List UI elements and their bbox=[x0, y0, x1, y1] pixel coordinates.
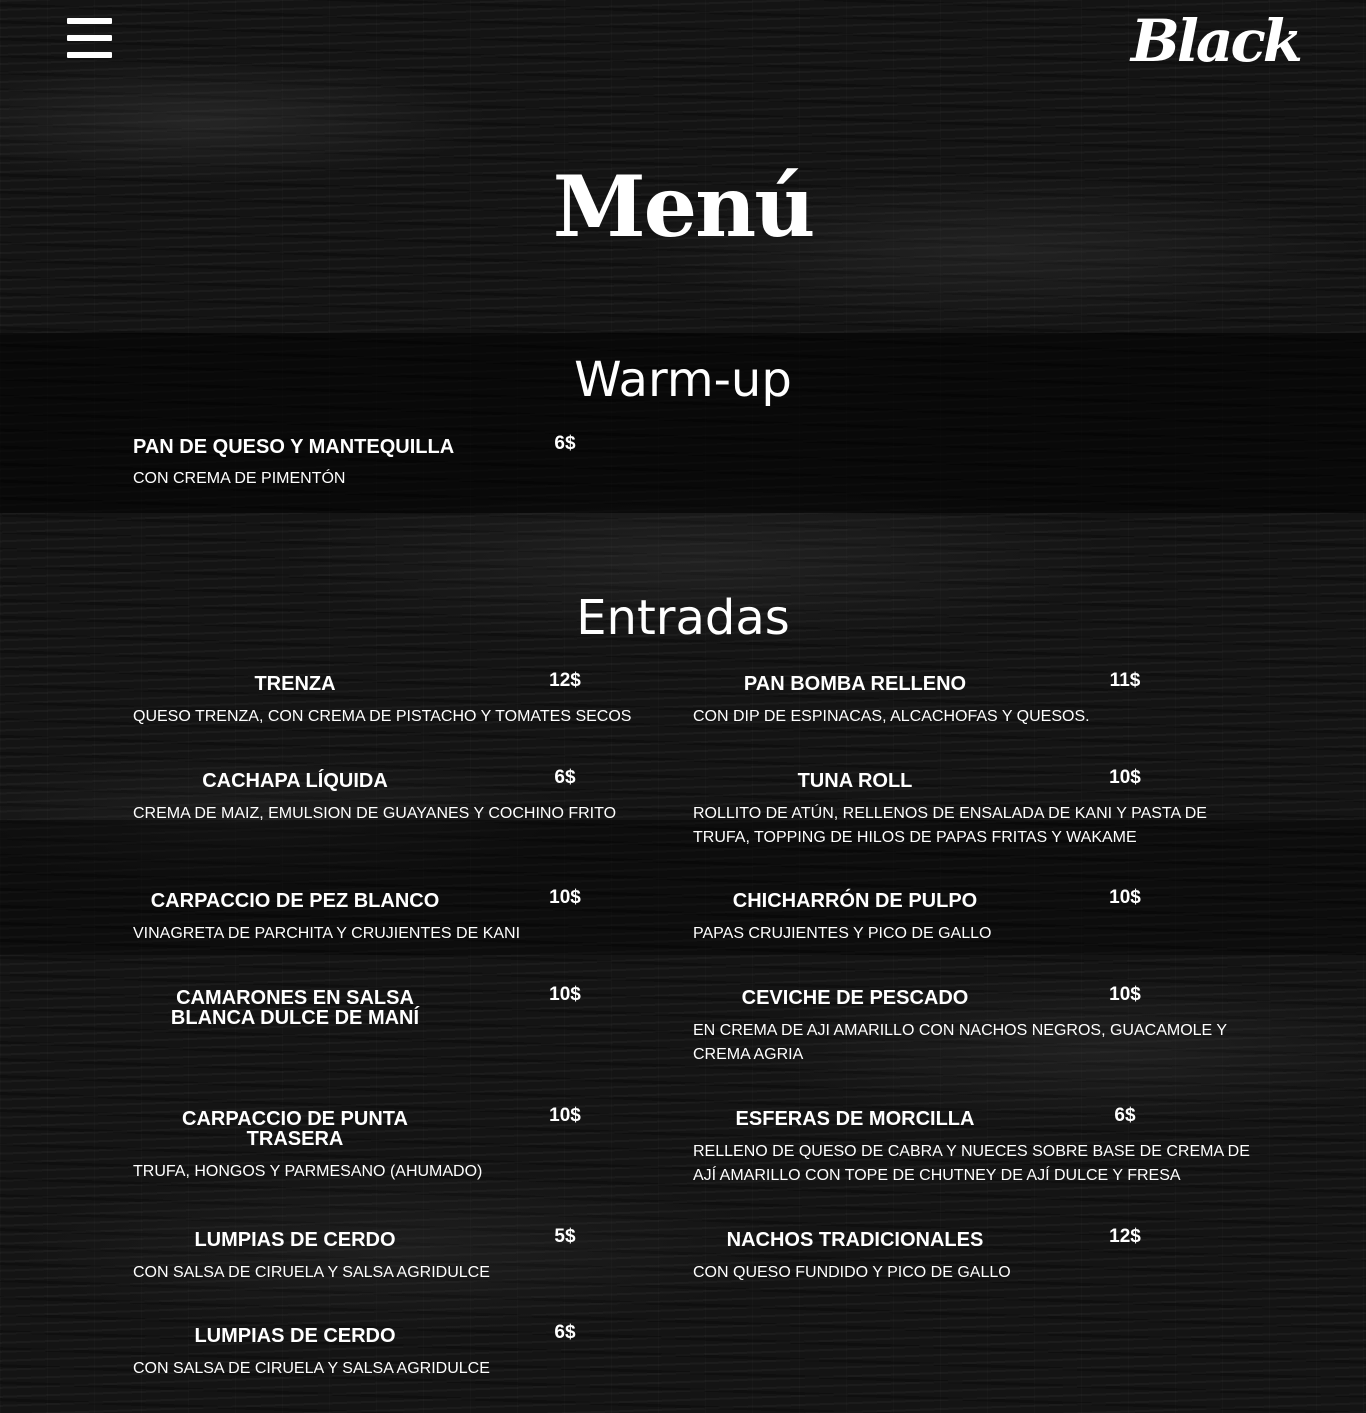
item-name: CEVICHE DE PESCADO bbox=[741, 987, 969, 1009]
item-name: LUMPIAS DE CERDO bbox=[194, 1325, 396, 1347]
item-description: CON QUESO FUNDIDO Y PICO DE GALLO bbox=[693, 1264, 1011, 1281]
item-price: 10$ bbox=[1109, 984, 1141, 1005]
item-name: PAN BOMBA RELLENO bbox=[743, 673, 967, 695]
item-price: 6$ bbox=[554, 433, 576, 454]
item-name: NACHOS TRADICIONALES bbox=[726, 1229, 984, 1251]
black-logo[interactable]: Black bbox=[1130, 7, 1300, 75]
item-name: ESFERAS DE MORCILLA bbox=[735, 1108, 975, 1130]
item-price: 12$ bbox=[1109, 1226, 1141, 1247]
item-description: CON DIP DE ESPINACAS, ALCACHOFAS Y QUESOS. bbox=[693, 708, 1090, 725]
item-price: 10$ bbox=[1109, 887, 1141, 908]
item-price: 12$ bbox=[549, 670, 581, 691]
item-name: CHICHARRÓN DE PULPO bbox=[732, 890, 978, 912]
item-description: PAPAS CRUJIENTES Y PICO DE GALLO bbox=[693, 925, 992, 942]
item-description: CON CREMA DE PIMENTÓN bbox=[133, 470, 346, 487]
hamburger-bar bbox=[67, 52, 112, 58]
item-price: 6$ bbox=[554, 1322, 576, 1343]
item-description: CREMA DE MAIZ, EMULSION DE GUAYANES Y COCHINO FRITO bbox=[133, 805, 617, 822]
item-description: CON SALSA DE CIRUELA Y SALSA AGRIDULCE bbox=[133, 1264, 490, 1281]
item-description: VINAGRETA DE PARCHITA Y CRUJIENTES DE KANI bbox=[133, 925, 521, 942]
hamburger-bar bbox=[67, 18, 112, 24]
item-name: LUMPIAS DE CERDO bbox=[194, 1229, 396, 1251]
item-price: 10$ bbox=[549, 887, 581, 908]
item-price: 10$ bbox=[549, 984, 581, 1005]
item-price: 10$ bbox=[549, 1105, 581, 1126]
page-title: Menú bbox=[552, 157, 814, 256]
item-description: ROLLITO DE ATÚN, RELLENOS DE ENSALADA DE KANI Y PASTA DE TRUFA, TOPPING DE HILOS DE PAPAS FRITAS Y WAKAME bbox=[693, 805, 1207, 846]
item-name: TUNA ROLL bbox=[797, 770, 913, 792]
item-description: EN CREMA DE AJI AMARILLO CON NACHOS NEGROS, GUACAMOLE Y CREMA AGRIA bbox=[693, 1022, 1227, 1063]
item-description: CON SALSA DE CIRUELA Y SALSA AGRIDULCE bbox=[133, 1360, 490, 1377]
item-price: 11$ bbox=[1109, 670, 1141, 691]
item-name: PAN DE QUESO Y MANTEQUILLA bbox=[133, 436, 455, 458]
item-name: TRENZA bbox=[254, 673, 336, 695]
item-name: CARPACCIO DE PEZ BLANCO bbox=[150, 890, 440, 912]
hamburger-menu-icon[interactable] bbox=[67, 18, 112, 58]
item-description: QUESO TRENZA, CON CREMA DE PISTACHO Y TOMATES SECOS bbox=[133, 708, 632, 725]
item-price: 10$ bbox=[1109, 767, 1141, 788]
item-description: TRUFA, HONGOS Y PARMESANO (AHUMADO) bbox=[133, 1163, 483, 1180]
item-name: CARPACCIO DE PUNTA TRASERA bbox=[182, 1108, 408, 1150]
section-title-warmup: Warm-up bbox=[574, 352, 792, 408]
hamburger-bar bbox=[67, 35, 112, 41]
item-name: CACHAPA LÍQUIDA bbox=[202, 770, 388, 792]
item-price: 6$ bbox=[1114, 1105, 1136, 1126]
item-description: RELLENO DE QUESO DE CABRA Y NUECES SOBRE BASE DE CREMA DE AJÍ AMARILLO CON TOPE DE CHUTNEY DE AJÍ DULCE Y FRESA bbox=[693, 1143, 1250, 1184]
item-price: 5$ bbox=[554, 1226, 576, 1247]
item-price: 6$ bbox=[554, 767, 576, 788]
item-name: CAMARONES EN SALSA BLANCA DULCE DE MANÍ bbox=[170, 987, 420, 1029]
section-title-entradas: Entradas bbox=[576, 590, 790, 646]
